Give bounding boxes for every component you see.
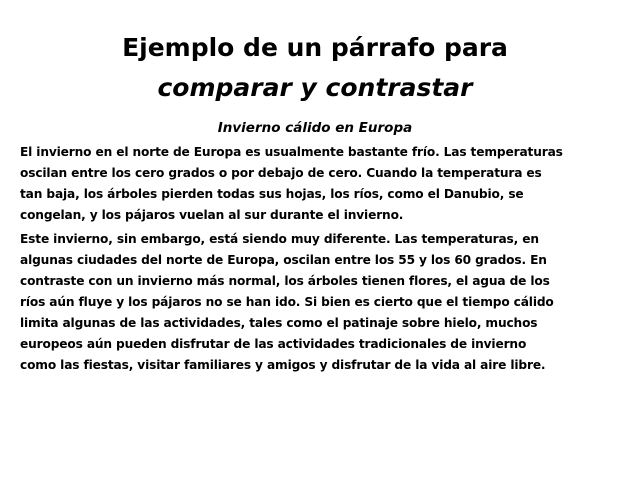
paragraph-line: ríos aún fluye y los pájaros no se han ido. Si bien es cierto que el tiempo cálido: [20, 295, 554, 309]
paragraph-line: Este invierno, sin embargo, está siendo muy diferente. Las temperaturas, en: [20, 232, 539, 246]
slide-title-line-2: comparar y contrastar: [157, 73, 473, 102]
paragraph-2: [20, 229, 620, 376]
slide-title-line-1: Ejemplo de un párrafo para: [122, 33, 508, 62]
paragraph-line: El invierno en el norte de Europa es usualmente bastante frío. Las temperaturas: [20, 145, 563, 159]
slide-subtitle: Invierno cálido en Europa: [217, 120, 413, 136]
paragraph-line: tan baja, los árboles pierden todas sus hojas, los ríos, como el Danubio, se: [20, 187, 524, 201]
paragraph-1: [20, 142, 620, 226]
paragraph-line: europeos aún pueden disfrutar de las actividades tradicionales de invierno: [20, 337, 527, 351]
paragraph-line: como las fiestas, visitar familiares y amigos y disfrutar de la vida al aire libre.: [20, 358, 546, 372]
paragraph-line: contraste con un invierno más normal, los árboles tienen flores, el agua de los: [20, 274, 550, 288]
paragraph-line: algunas ciudades del norte de Europa, oscilan entre los 55 y los 60 grados. En: [20, 253, 547, 267]
paragraph-line: limita algunas de las actividades, tales como el patinaje sobre hielo, muchos: [20, 316, 538, 330]
paragraph-line: oscilan entre los cero grados o por debajo de cero. Cuando la temperatura es: [20, 166, 542, 180]
body-text: [20, 142, 620, 379]
paragraph-line: congelan, y los pájaros vuelan al sur durante el invierno.: [20, 208, 404, 222]
